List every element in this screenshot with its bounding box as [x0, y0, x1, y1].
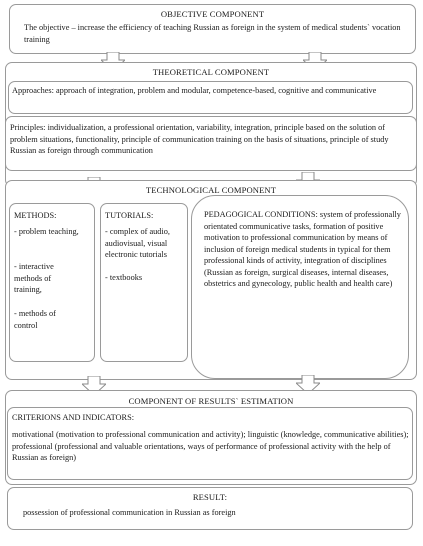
methods-item: - problem teaching,	[14, 227, 79, 236]
methods-box	[9, 203, 95, 362]
criterions-text: motivational (motivation to professional communication and activity); linguistic (knowledge, communicative abilities); professional (professional and valuable orientations, ways of performance of professional activity with the help of Russian as foreign)	[12, 430, 409, 462]
result-text: possession of professional communication in Russian as foreign	[23, 508, 236, 517]
objective-text: The objective – increase the efficiency of teaching Russian as foreign in the system of medical students` vocation training	[24, 23, 401, 44]
principles-box	[5, 116, 417, 171]
results-estimation-header: COMPONENT OF RESULTS` ESTIMATION	[128, 396, 294, 406]
result-header: RESULT:	[192, 492, 228, 502]
methods-item: - interactive methods of training,	[14, 262, 54, 294]
objective-header: OBJECTIVE COMPONENT	[160, 9, 265, 19]
objective-component-box	[9, 4, 416, 54]
criterions-box	[7, 407, 413, 480]
tutorials-title: TUTORIALS:	[105, 211, 154, 220]
pedagogical-conditions-box	[191, 195, 409, 379]
technological-header: TECHNOLOGICAL COMPONENT	[145, 185, 277, 195]
tutorials-item: - textbooks	[105, 273, 143, 282]
methods-item: - methods of control	[14, 309, 56, 330]
principles-text: Principles: individualization, a professional orientation, variability, integration, principle based on the solution of problem situations, functionality, principle of communication training on the basis of situations, principle of study Russian as foreign through communication	[10, 123, 389, 155]
criterions-title: CRITERIONS AND INDICATORS:	[12, 413, 135, 422]
tutorials-item: - complex of audio, audiovisual, visual electronic tutorials	[105, 227, 170, 259]
approaches-text: Approaches: approach of integration, problem and modular, competence-based, cognitive and communicative	[12, 86, 377, 95]
methods-title: METHODS:	[14, 211, 57, 220]
pedagogical-conditions-text: PEDAGOGICAL CONDITIONS: system of professionally orientated communicative tasks, formation of positive motivation to professional communication by means of inclusion of foreign medical students in typical for them professional kinds of activity, integration of disciplines (Russian as foreign, surgical diseases, internal diseases, obstetrics and gynecology, public health and health care)	[204, 210, 401, 288]
approaches-box	[8, 81, 413, 114]
result-box	[7, 487, 413, 530]
theoretical-header: THEORETICAL COMPONENT	[152, 67, 270, 77]
tutorials-box	[100, 203, 188, 362]
